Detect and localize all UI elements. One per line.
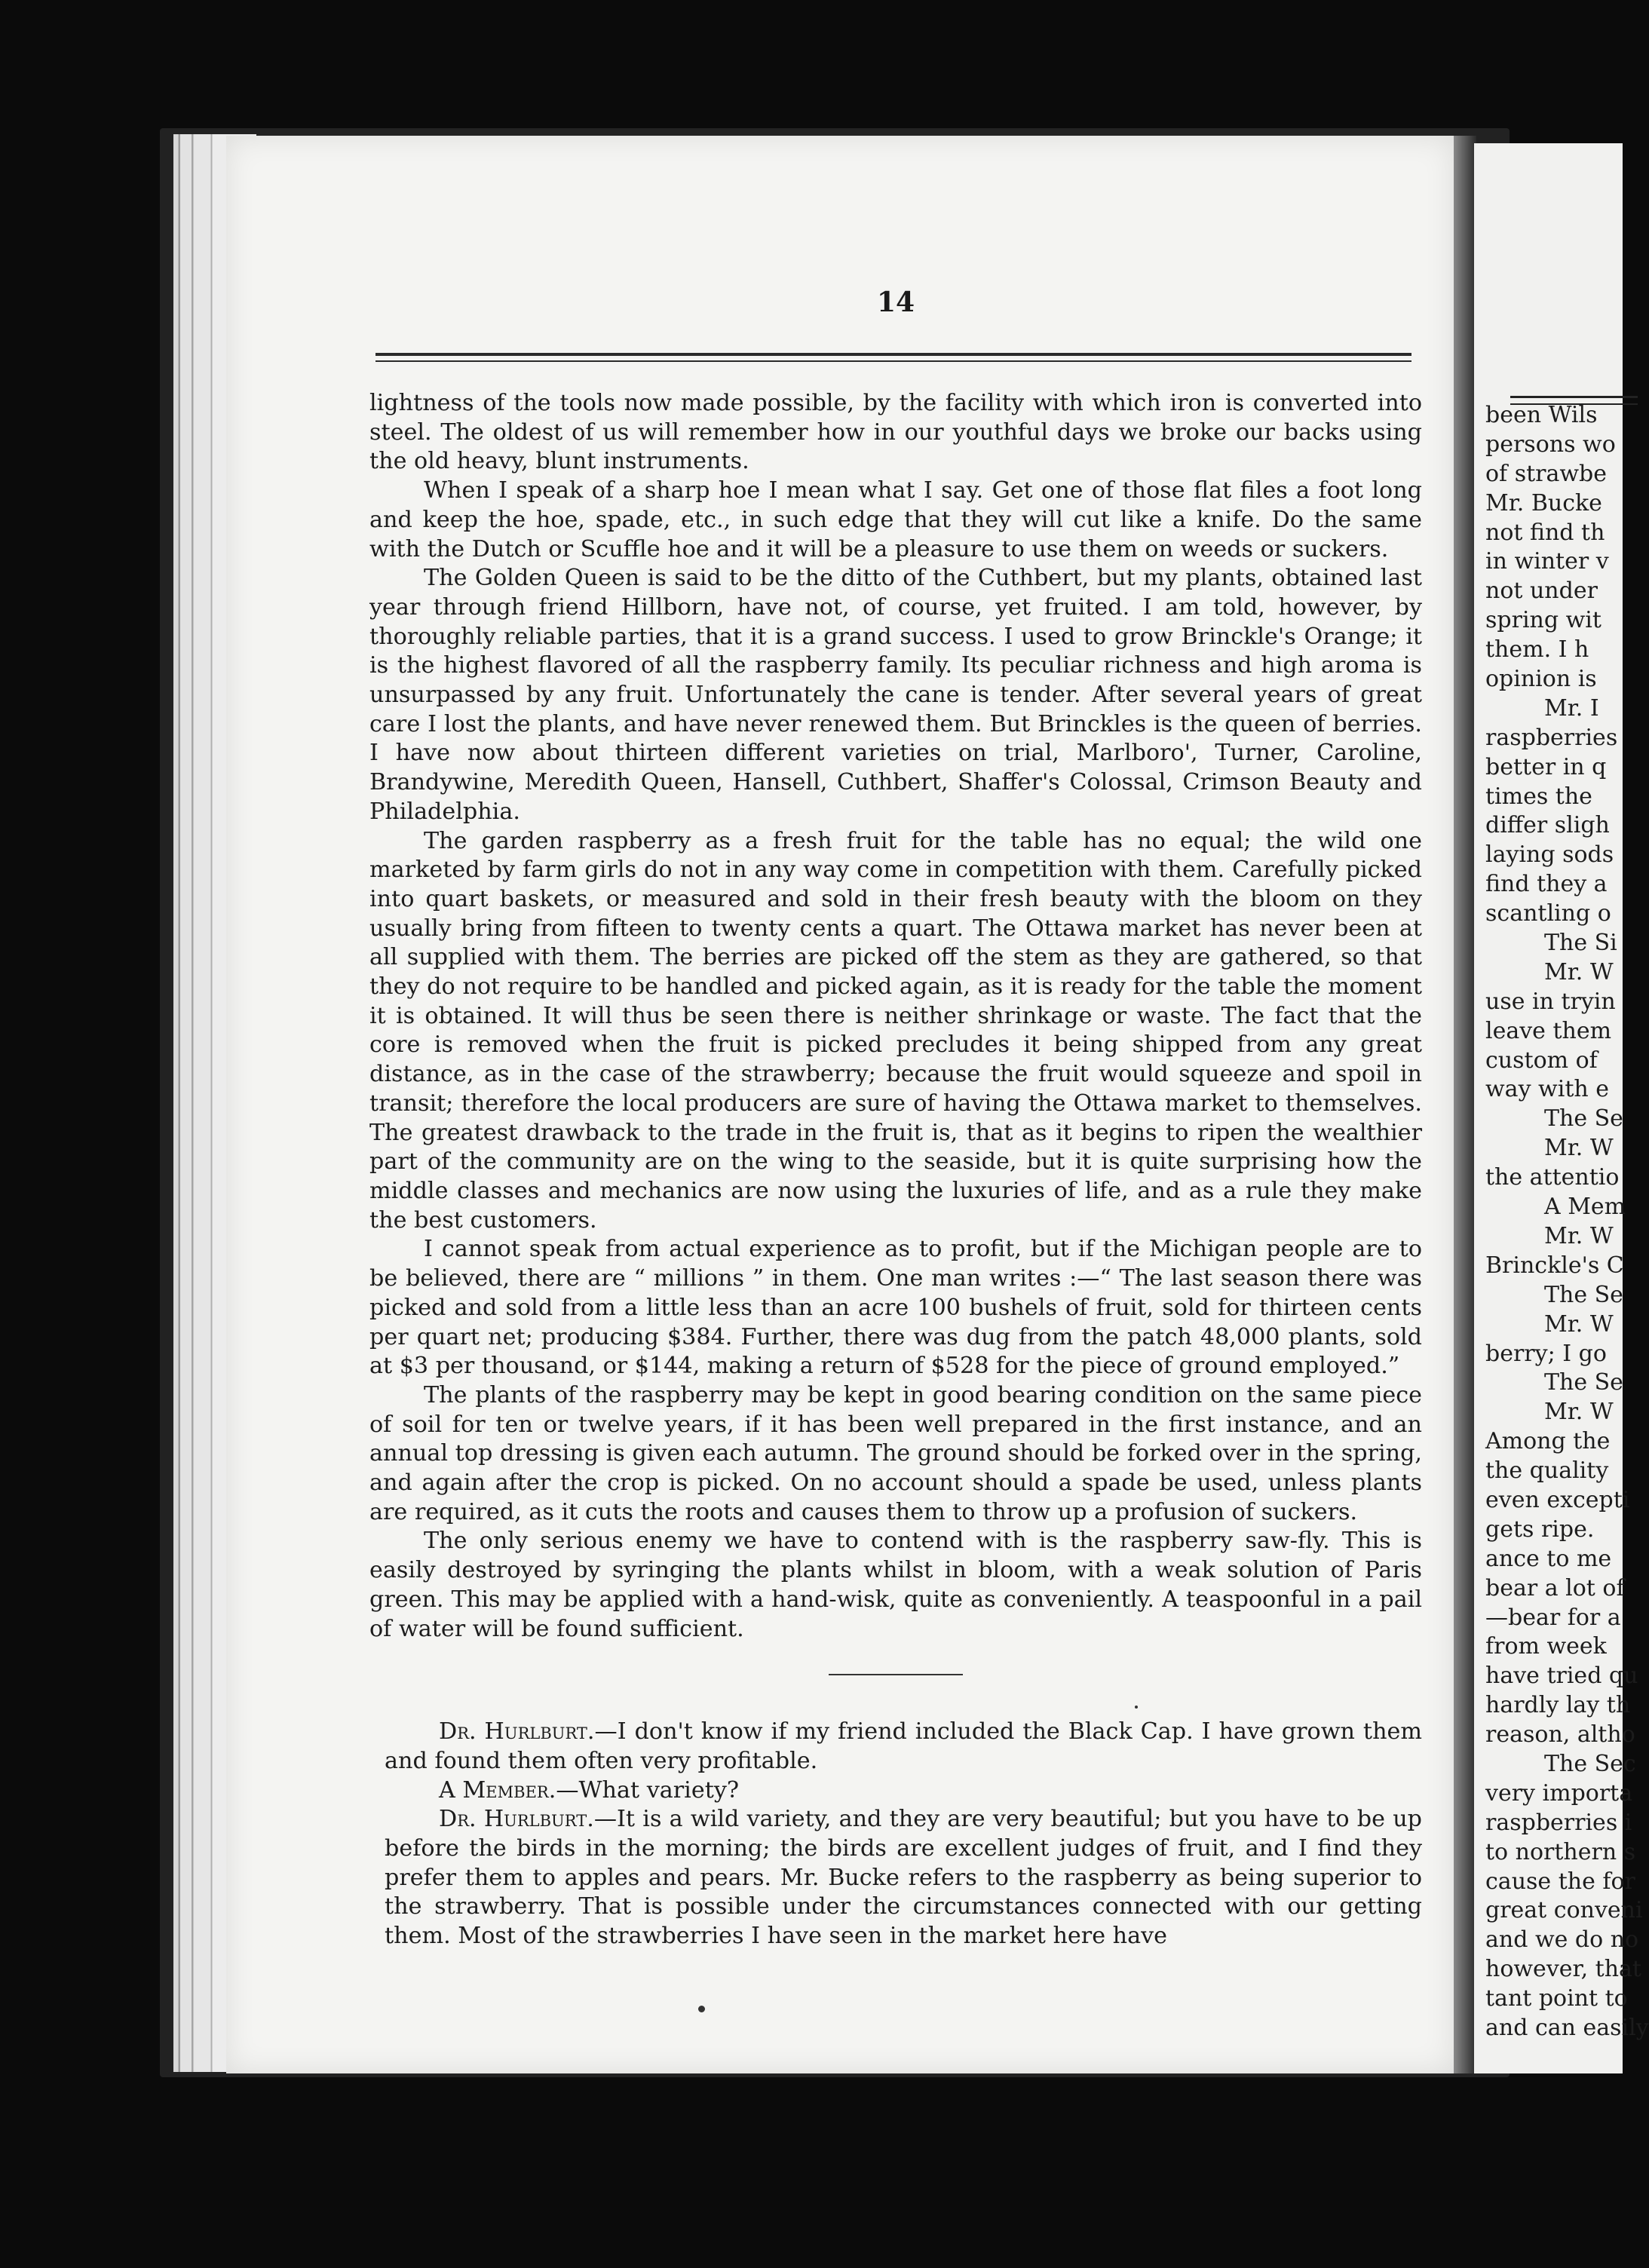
facing-page-line: differ sligh (1485, 812, 1610, 839)
facing-page-line: very importa (1485, 1779, 1633, 1807)
facing-page-line: find they a (1485, 871, 1608, 898)
paragraph: The only serious enemy we have to contend with is the raspberry saw-fly. This is easily destroyed by syringing the plants whilst in bloom, with a weak solution of Paris green. This may be applied with a hand-wisk, quite as conveniently. A teaspoonful in a pail of water will be found sufficient. (369, 1528, 1422, 1642)
facing-page-line: the attentio (1485, 1164, 1620, 1191)
paragraph: When I speak of a sharp hoe I mean what I say. Get one of those flat files a foot long and keep the hoe, spade, etc., in such edge that they will cut like a knife. Do the same with the Dutch or Scuffle hoe and it will be a pleasure to use them on weeds or suckers. (369, 477, 1422, 562)
dialogue-text: —What variety? (556, 1776, 740, 1804)
body-text (369, 389, 1422, 1951)
facing-page-line: to northern s (1485, 1838, 1636, 1865)
header-rule (375, 353, 1411, 356)
facing-page-line: The Se (1544, 1281, 1623, 1308)
speaker-name: A Member. (439, 1776, 556, 1804)
paragraph: The Golden Queen is said to be the ditto of the Cuthbert, but my plants, obtained last year through friend Hillborn, have not, of course, yet fruited. I am told, however, by thoroughly reliable parties, that it is a grand success. I used to grow Brinckle's Orange; it is the highest flavored of all the raspberry family. Its peculiar richness and high aroma is unsurpassed by any fruit. Unfortunately the cane is tender. After several years of great care I lost the plants, and have never renewed them. But Brinckles is the queen of berries. I have now about thirteen different varieties on trial, Marlboro', Turner, Caroline, Brandywine, Meredith Queen, Hansell, Cuthbert, Shaffer's Colossal, Crimson Beauty and Philadelphia. (369, 565, 1422, 825)
paragraph: lightness of the tools now made possible, by the facility with which iron is converted into steel. The oldest of us will remember how in our youthful days we broke our backs using the old heavy, blunt instruments. (369, 390, 1422, 475)
facing-page-line: of strawbe (1485, 460, 1608, 487)
facing-page-line: raspberries (1485, 724, 1618, 751)
facing-page-rule (1510, 396, 1638, 398)
facing-page-line: and can easily (1485, 2014, 1649, 2041)
facing-page-line: way with e (1485, 1076, 1609, 1103)
page-number: 14 (877, 287, 915, 318)
facing-page-line: been Wils (1485, 402, 1598, 428)
facing-page-line: not find th (1485, 519, 1605, 546)
dialogue-text: —It is a wild variety, and they are very beautiful; but you have to be up before the birds in the morning; the birds are excellent judges of fruit, and I find they prefer them to apples and pears. Mr. Bucke refers to the raspberry as being superior to the strawberry. That is possible under the circumstances connected with our getting them. Most of the strawberries I have seen in the market here have (385, 1806, 1422, 1950)
facing-page-line: Brinckle's C (1485, 1252, 1624, 1279)
facing-page-line: Mr. W (1544, 1135, 1614, 1162)
facing-page-line: Mr. Bucke (1485, 489, 1602, 516)
facing-page-line: A Mem (1544, 1194, 1626, 1221)
facing-page-line: hardly lay th (1485, 1692, 1631, 1719)
paragraph: I cannot speak from actual experience as to profit, but if the Michigan people are to be believed, there are “ millions ” in them. One man writes :—“ The last season there was picked and sold from a little less than an acre 100 bushels of fruit, sold for thirteen cents per quart net; producing $384. Further, there was dug from the patch 48,000 plants, sold at $3 per thousand, or $144, making a return of $528 for the piece of ground employed.” (369, 1236, 1422, 1380)
facing-page-line: Mr. W (1544, 1222, 1614, 1249)
speaker-name: Dr. Hurlburt. (439, 1806, 594, 1833)
facing-page-line: Mr. I (1544, 694, 1599, 722)
dialogue-entry (369, 1718, 1422, 1776)
facing-page-line: Mr. W (1544, 958, 1614, 985)
facing-page-line: have tried qu (1485, 1663, 1638, 1690)
facing-page-line: Among the (1485, 1428, 1611, 1455)
paragraph: The garden raspberry as a fresh fruit for the table has no equal; the wild one marketed by farm girls do not in any way come in competition with them. Carefully picked into quart baskets, or measured and sold in their fresh beauty with the bloom on they usually bring from fifteen to twenty cents a quart. The Ottawa market has never been at all supplied with them. The berries are picked off the stem as they are gathered, so that they do not require to be handled and picked again, as it is ready for the table the moment it is obtained. It will thus be seen there is neither shrinkage or waste. The fact that the core is removed when the fruit is picked precludes it being shipped from any great distance, as in the case of the strawberry; because the fruit would squeeze and spoil in transit; therefore the local producers are sure of having the Ottawa market to themselves. The greatest drawback to the trade in the fruit is, that as it begins to ripen the wealthier part of the community are on the wing to the seaside, but it is quite surprising how the middle classes and mechanics are now using the luxuries of life, and as a rule they make the best customers. (369, 827, 1422, 1234)
facing-page-line: laying sods (1485, 841, 1614, 869)
facing-page-line: custom of (1485, 1047, 1598, 1074)
book-gutter (1454, 136, 1476, 2073)
facing-page-line: raspberries i (1485, 1809, 1632, 1836)
facing-page-line: The Se (1544, 1369, 1623, 1396)
facing-page-line: not under (1485, 578, 1598, 605)
facing-page-line: tant point to (1485, 1985, 1628, 2012)
facing-page-line: and we do no (1485, 1926, 1639, 1954)
facing-page-line: the quality (1485, 1457, 1609, 1485)
facing-page-line: gets ripe. (1485, 1516, 1595, 1543)
facing-page-line: opinion is (1485, 666, 1597, 693)
facing-page-line: —bear for a (1485, 1604, 1621, 1631)
facing-page-line: however, that (1485, 1956, 1641, 1983)
facing-page-line: times the (1485, 783, 1592, 810)
dialogue-entry (369, 1776, 1422, 1806)
facing-page-line: even excepti (1485, 1486, 1630, 1513)
facing-page-line: Mr. W (1544, 1399, 1614, 1426)
header-rule-thin (375, 360, 1411, 362)
facing-page-line: Mr. W (1544, 1310, 1614, 1338)
facing-page-line: leave them (1485, 1017, 1612, 1044)
facing-page-line: in winter v (1485, 548, 1609, 575)
facing-page-line: persons wo (1485, 431, 1616, 458)
print-speck (1135, 1706, 1138, 1709)
section-divider (829, 1674, 963, 1675)
facing-page-line: The Se (1544, 1105, 1623, 1132)
facing-page-line: bear a lot of (1485, 1574, 1625, 1601)
dialogue-entry (369, 1805, 1422, 1951)
paragraph: The plants of the raspberry may be kept in good bearing condition on the same piece of soil for ten or twelve years, if it has been well prepared in the first instance, and an annual top dressing is given each autumn. The ground should be forked over in the spring, and again after the crop is picked. On no account should a spade be used, unless plants are required, as it cuts the roots and causes them to throw up a profusion of suckers. (369, 1381, 1422, 1525)
print-speck (698, 2006, 705, 2012)
facing-page-line: berry; I go (1485, 1340, 1607, 1367)
facing-page-line: use in tryin (1485, 988, 1616, 1015)
facing-page-line: great conveni (1485, 1897, 1643, 1924)
facing-page-line: reason, altho (1485, 1721, 1635, 1749)
facing-page-line: ance to me (1485, 1545, 1612, 1572)
speaker-name: Dr. Hurlburt. (439, 1718, 595, 1745)
facing-page-line: The Si (1544, 930, 1617, 957)
facing-page-line: The Sec (1544, 1750, 1636, 1777)
facing-page-line: them. I h (1485, 636, 1589, 664)
facing-page-line: from week (1485, 1633, 1607, 1660)
dialogue-text: —I don't know if my friend included the Black Cap. I have grown them and found them often very profitable. (385, 1718, 1422, 1774)
facing-page-line: cause the for (1485, 1868, 1635, 1895)
facing-page-line: scantling o (1485, 900, 1611, 927)
facing-page-line: spring wit (1485, 607, 1601, 634)
facing-page-line: better in q (1485, 753, 1607, 780)
facing-page-text (1485, 401, 1649, 2043)
